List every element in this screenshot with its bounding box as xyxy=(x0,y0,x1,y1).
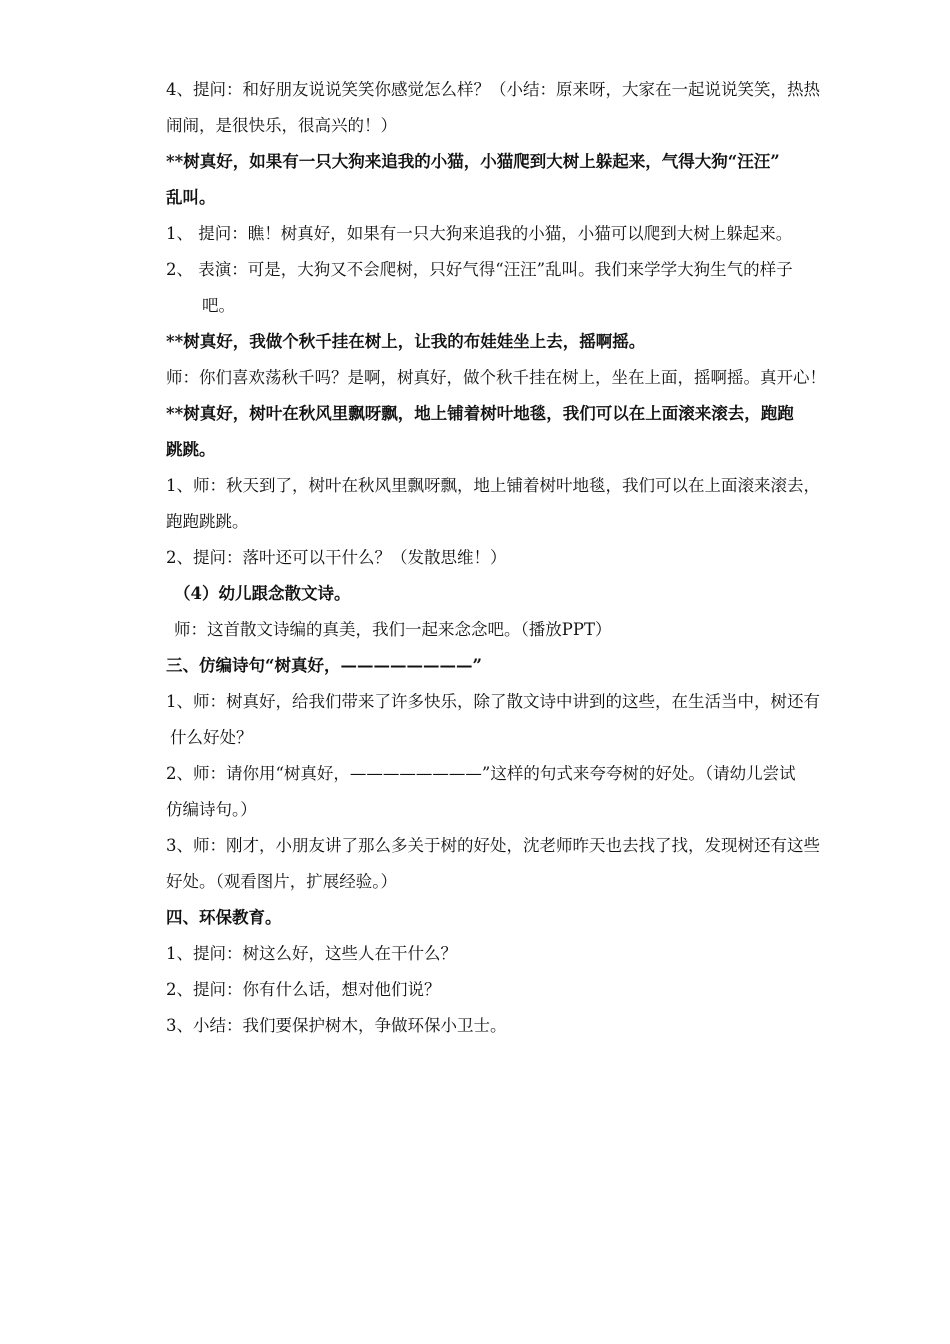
list-item-continuation: 好处。（观看图片，扩展经验。） xyxy=(166,872,397,891)
list-item-continuation: 什么好处？ xyxy=(170,728,253,747)
list-item-continuation: 跑跑跳跳。 xyxy=(166,512,249,531)
section-heading: **树真好，树叶在秋风里飘呀飘，地上铺着树叶地毯，我们可以在上面滚来滚去，跑跑 xyxy=(166,404,794,423)
paragraph-line: 4、提问：和好朋友说说笑笑你感觉怎么样？（小结：原来呀，大家在一起说说笑笑，热热 xyxy=(166,80,820,99)
section-heading: 乱叫。 xyxy=(166,188,216,207)
list-item-continuation: 吧。 xyxy=(202,296,235,315)
list-item: 1、师：树真好，给我们带来了许多快乐，除了散文诗中讲到的这些，在生活当中，树还有 xyxy=(166,692,820,711)
list-item: 2、提问：落叶还可以干什么？（发散思维！） xyxy=(166,548,507,567)
section-heading: **树真好，我做个秋千挂在树上，让我的布娃娃坐上去，摇啊摇。 xyxy=(166,332,646,351)
section-heading: 四、环保教育。 xyxy=(166,908,282,927)
paragraph-line: 师：这首散文诗编的真美，我们一起来念念吧。（播放PPT） xyxy=(174,620,612,639)
list-item: 2、 表演：可是，大狗又不会爬树，只好气得“汪汪”乱叫。我们来学学大狗生气的样子 xyxy=(166,260,793,279)
list-item: 1、 提问：瞧！树真好，如果有一只大狗来追我的小猫，小猫可以爬到大树上躲起来。 xyxy=(166,224,793,243)
list-item: 3、师：刚才，小朋友讲了那么多关于树的好处，沈老师昨天也去找了找，发现树还有这些 xyxy=(166,836,820,855)
list-item-continuation: 仿编诗句。） xyxy=(166,800,257,819)
list-item: 2、提问：你有什么话，想对他们说？ xyxy=(166,980,441,999)
section-heading: **树真好，如果有一只大狗来追我的小猫，小猫爬到大树上躲起来，气得大狗“汪汪” xyxy=(166,152,780,171)
section-heading: （4）幼儿跟念散文诗。 xyxy=(174,584,351,603)
paragraph-line: 闹闹，是很快乐，很高兴的！） xyxy=(166,116,397,135)
section-heading: 三、仿编诗句“树真好，————————” xyxy=(166,656,482,675)
paragraph-line: 师：你们喜欢荡秋千吗？是啊，树真好，做个秋千挂在树上，坐在上面，摇啊摇。真开心！ xyxy=(166,368,826,387)
list-item: 1、提问：树这么好，这些人在干什么？ xyxy=(166,944,457,963)
section-heading: 跳跳。 xyxy=(166,440,216,459)
list-item: 1、师：秋天到了，树叶在秋风里飘呀飘，地上铺着树叶地毯，我们可以在上面滚来滚去， xyxy=(166,476,820,495)
list-item: 3、小结：我们要保护树木，争做环保小卫士。 xyxy=(166,1016,507,1035)
list-item: 2、师：请你用“树真好，————————”这样的句式来夸夸树的好处。（请幼儿尝试 xyxy=(166,764,796,783)
